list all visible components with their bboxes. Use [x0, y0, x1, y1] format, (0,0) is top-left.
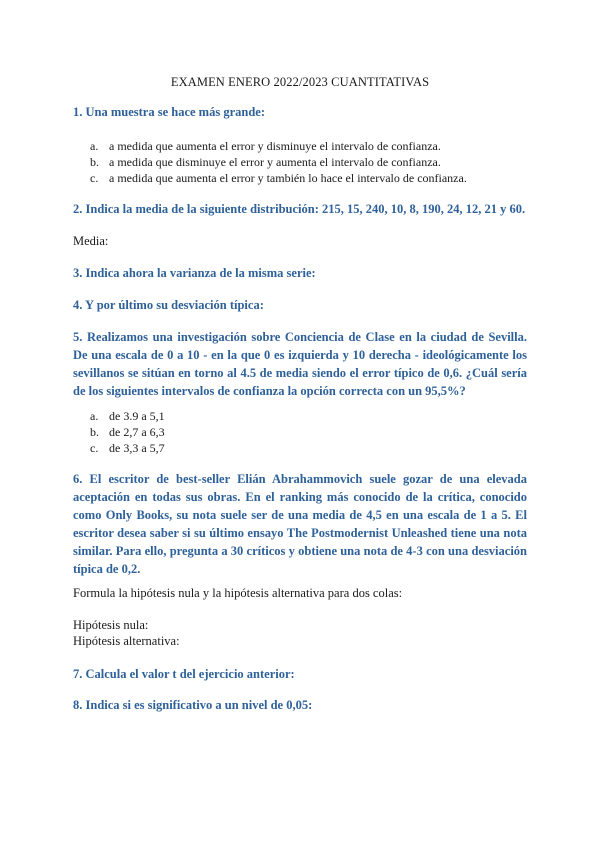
- option-1c: [73, 170, 467, 186]
- option-5a: [73, 408, 165, 424]
- question-7: 7. Calcula el valor t del ejercicio anterior:: [73, 667, 295, 681]
- question-8: 8. Indica si es significativo a un nivel de 0,05:: [73, 698, 313, 712]
- option-text: de 3.9 a 5,1: [109, 409, 165, 423]
- question-2: 2. Indica la media de la siguiente distribución: 215, 15, 240, 10, 8, 190, 24, 12, 21 y 60.: [73, 202, 526, 216]
- option-text: de 2,7 a 6,3: [109, 425, 165, 439]
- question-4: 4. Y por último su desviación típica:: [73, 298, 264, 312]
- null-hypothesis-label: Hipótesis nula:: [73, 618, 149, 632]
- question-5-options: [73, 408, 165, 456]
- option-text: a medida que disminuye el error y aumenta el intervalo de confianza.: [109, 155, 441, 169]
- option-1b: [73, 154, 467, 170]
- hypothesis-instruction: Formula la hipótesis nula y la hipótesis alternativa para dos colas:: [73, 586, 403, 600]
- exam-title: EXAMEN ENERO 2022/2023 CUANTITATIVAS: [170, 75, 430, 89]
- option-1a: [73, 138, 467, 154]
- option-marker: a.: [90, 409, 99, 423]
- option-5b: [73, 424, 165, 440]
- option-text: de 3,3 a 5,7: [109, 441, 165, 455]
- question-5: 5. Realizamos una investigación sobre Conciencia de Clase en la ciudad de Sevilla. De una escala de 0 a 10 - en la que 0 es izquierda y 10 derecha - ideológicamente los sevillanos se sitúan en torno al 4.5 de media siendo el error típico de 0,6. ¿Cuál sería de los siguientes intervalos de confianza la opción correcta con un 95,5%?: [73, 330, 527, 398]
- option-marker: c.: [90, 171, 99, 185]
- option-text: a medida que aumenta el error y también lo hace el intervalo de confianza.: [109, 171, 467, 185]
- option-marker: b.: [90, 425, 99, 439]
- question-6: 6. El escritor de best-seller Elián Abrahammovich suele gozar de una elevada aceptación en todas sus obras. En el ranking más conocido de la crítica, conocido como Only Books, su nota suele ser de una media de 4,5 en una escala de 1 a 5. El escritor desea saber si su último ensayo The Postmodernist Unleashed tiene una nota similar. Para ello, pregunta a 30 críticos y obtiene una nota de 4-3 con una desviación típica de 0,2.: [73, 472, 527, 576]
- question-3: 3. Indica ahora la varianza de la misma serie:: [73, 266, 316, 280]
- media-answer-label: Media:: [73, 234, 109, 248]
- option-marker: a.: [90, 139, 99, 153]
- alternative-hypothesis-label: Hipótesis alternativa:: [73, 634, 180, 648]
- option-5c: [73, 440, 165, 456]
- question-1: 1. Una muestra se hace más grande:: [73, 105, 265, 119]
- option-marker: c.: [90, 441, 99, 455]
- option-marker: b.: [90, 155, 99, 169]
- option-text: a medida que aumenta el error y disminuye el intervalo de confianza.: [109, 139, 441, 153]
- question-1-options: [73, 138, 467, 186]
